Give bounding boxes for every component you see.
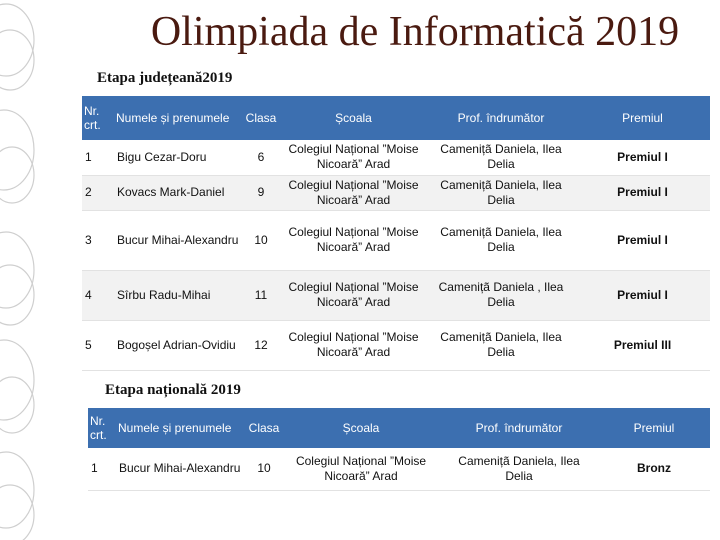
cell-name: Bogoșel Adrian-Ovidiu	[117, 337, 236, 352]
header-class: Clasa	[248, 421, 280, 435]
header-prize: Premiul	[633, 421, 675, 435]
national-stage-heading: Etapa națională 2019	[105, 382, 241, 398]
table-row	[82, 175, 710, 210]
cell-class: 11	[254, 287, 268, 302]
cell-name: Bigu Cezar-Doru	[117, 149, 207, 164]
cell-name: Bucur Mihai-Alexandru	[119, 461, 241, 476]
cell-prize: Premiul III	[613, 337, 672, 352]
table-row	[82, 320, 710, 370]
cell-nr: 1	[91, 461, 98, 476]
cell-class: 12	[254, 337, 268, 352]
page-title: Olimpiada de Informatică 2019	[150, 9, 680, 55]
cell-nr: 1	[85, 149, 92, 164]
decorative-rings	[0, 0, 70, 540]
cell-name: Kovacs Mark-Daniel	[117, 185, 225, 199]
cell-teacher: Camenițã Daniela , Ilea Delia	[438, 280, 564, 309]
header-teacher: Prof. îndrumător	[457, 111, 545, 125]
cell-name: Sîrbu Radu-Mihai	[117, 287, 211, 302]
cell-teacher: Camenițã Daniela, Ilea Delia	[440, 225, 562, 254]
table-row	[82, 210, 710, 270]
header-nr: Nr. crt.	[90, 414, 107, 442]
cell-prize: Premiul I	[617, 149, 668, 164]
table-header-row	[82, 96, 710, 140]
cell-school: Colegiul Național ”Moise Nicoară” Arad	[288, 177, 419, 207]
cell-class: 10	[254, 232, 268, 247]
header-school: Școala	[342, 421, 380, 435]
cell-prize: Bronz	[637, 461, 671, 476]
cell-nr: 3	[85, 232, 92, 247]
header-prize: Premiul	[622, 111, 663, 125]
cell-class: 6	[257, 149, 265, 164]
cell-school: Colegiul Național ”Moise Nicoară” Arad	[288, 225, 419, 254]
header-school: Școala	[335, 111, 372, 125]
header-class: Clasa	[245, 111, 277, 125]
cell-prize: Premiul I	[617, 232, 668, 247]
county-results-table	[82, 96, 710, 371]
cell-prize: Premiul I	[617, 287, 668, 302]
header-name: Numele și prenumele	[118, 421, 232, 435]
cell-school: Colegiul Național ”Moise Nicoară” Arad	[288, 280, 419, 309]
cell-teacher: Camenițã Daniela, Ilea Delia	[458, 453, 580, 483]
cell-class: 10	[257, 461, 271, 476]
header-name: Numele și prenumele	[116, 111, 230, 125]
cell-teacher: Camenițã Daniela, Ilea Delia	[440, 330, 562, 359]
national-results-table	[88, 408, 710, 491]
table-row	[82, 270, 710, 320]
cell-nr: 5	[85, 337, 92, 352]
cell-teacher: Camenițã Daniela, Ilea Delia	[440, 142, 562, 172]
cell-school: Colegiul Național ”Moise Nicoară” Arad	[295, 453, 427, 483]
cell-name: Bucur Mihai-Alexandru	[117, 232, 239, 247]
cell-nr: 2	[85, 185, 92, 199]
header-nr: Nr. crt.	[84, 104, 101, 132]
county-stage-heading: Etapa județeană2019	[97, 70, 233, 86]
header-teacher: Prof. îndrumător	[475, 421, 563, 435]
table-row	[88, 448, 710, 490]
table-row	[82, 140, 710, 175]
cell-nr: 4	[85, 287, 92, 302]
cell-school: Colegiul Național ”Moise Nicoară” Arad	[288, 330, 419, 359]
cell-school: Colegiul Național ”Moise Nicoară” Arad	[288, 142, 419, 172]
table-header-row	[88, 408, 710, 448]
cell-prize: Premiul I	[617, 185, 668, 199]
cell-teacher: Camenițã Daniela, Ilea Delia	[440, 177, 562, 207]
cell-class: 9	[257, 185, 265, 199]
